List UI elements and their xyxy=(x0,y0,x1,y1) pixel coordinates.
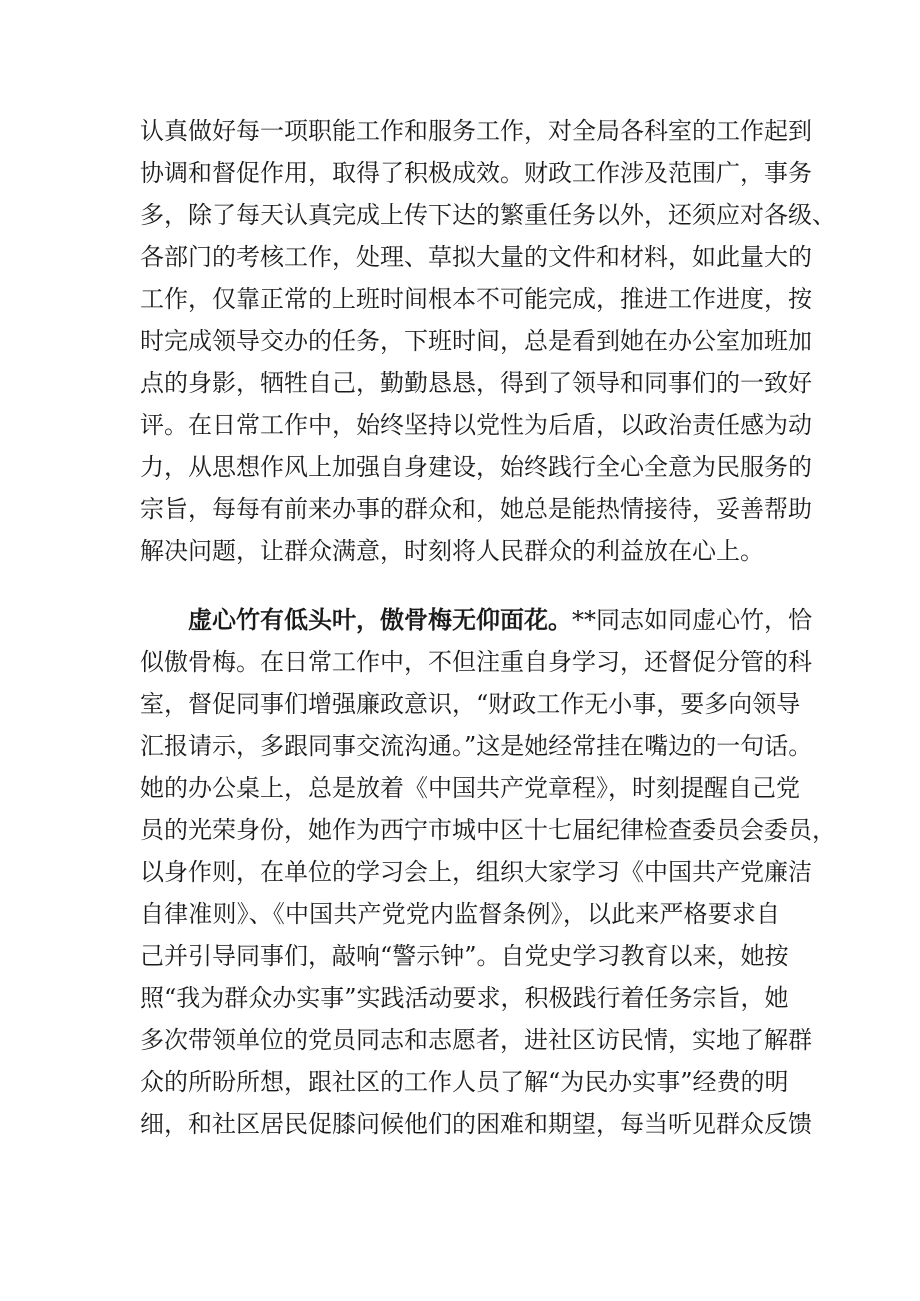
paragraph-line: 汇报请示，多跟同事交流沟通。”这是她经常挂在嘴边的一句话。 xyxy=(140,732,813,760)
paragraph-line: 多次带领单位的党员同志和志愿者，进社区访民情，实地了解群 xyxy=(140,1026,812,1054)
paragraph-line: 众的所盼所想，跟社区的工作人员了解“为民办实事”经费的明 xyxy=(140,1068,789,1096)
paragraph-line: 点的身影，牺牲自己，勤勤恳恳，得到了领导和同事们的一致好 xyxy=(140,369,812,397)
paragraph-line: 她的办公桌上，总是放着《中国共产党章程》，时刻提醒自己党 xyxy=(140,774,800,802)
paragraph-line: 评。在日常工作中，始终坚持以党性为后盾，以政治责任感为动 xyxy=(140,411,812,439)
paragraph-line: 各部门的考核工作，处理、草拟大量的文件和材料，如此量大的 xyxy=(140,243,812,271)
paragraph-line: 自律准则》、《中国共产党党内监督条例》，以此来严格要求自 xyxy=(140,900,780,928)
paragraph-line: 己并引导同事们，敲响“警示钟”。自党史学习教育以来，她按 xyxy=(140,942,789,970)
paragraph-line: 认真做好每一项职能工作和服务工作，对全局各科室的工作起到 xyxy=(140,117,812,145)
paragraph-line: 时完成领导交办的任务，下班时间，总是看到她在办公室加班加 xyxy=(140,327,812,355)
paragraph-line: 细，和社区居民促膝问候他们的困难和期望，每当听见群众反馈 xyxy=(140,1110,812,1138)
paragraph-line: 员的光荣身份，她作为西宁市城中区十七届纪律检查委员会委员， xyxy=(140,816,836,844)
paragraph-line: 多，除了每天认真完成上传下达的繁重任务以外，还须应对各级、 xyxy=(140,201,836,229)
paragraph-last-line: 解决问题，让群众满意，时刻将人民群众的利益放在心上。 xyxy=(140,537,764,565)
paragraph-line: 力，从思想作风上加强自身建设，始终践行全心全意为民服务的 xyxy=(140,453,812,481)
paragraph-first-line-text: **同志如同虚心竹，恰 xyxy=(572,606,812,634)
paragraph-line: 工作，仅靠正常的上班时间根本不可能完成，推进工作进度，按 xyxy=(140,285,812,313)
paragraph-line: 以身作则，在单位的学习会上，组织大家学习《中国共产党廉洁 xyxy=(140,858,812,886)
paragraph-line: 照“我为群众办实事”实践活动要求，积极践行着任务宗旨，她 xyxy=(140,984,789,1012)
paragraph-line: 似傲骨梅。在日常工作中，不但注重自身学习，还督促分管的科 xyxy=(140,648,812,676)
paragraph-line: 室，督促同事们增强廉政意识，“财政工作无小事，要多向领导 xyxy=(140,690,801,718)
paragraph-first-line xyxy=(188,600,812,640)
paragraph-line: 宗旨，每每有前来办事的群众和，她总是能热情接待，妥善帮助 xyxy=(140,495,812,523)
paragraph-line: 协调和督促作用，取得了积极成效。财政工作涉及范围广，事务 xyxy=(140,159,812,187)
paragraph-heading: 虚心竹有低头叶，傲骨梅无仰面花。 xyxy=(188,605,572,634)
